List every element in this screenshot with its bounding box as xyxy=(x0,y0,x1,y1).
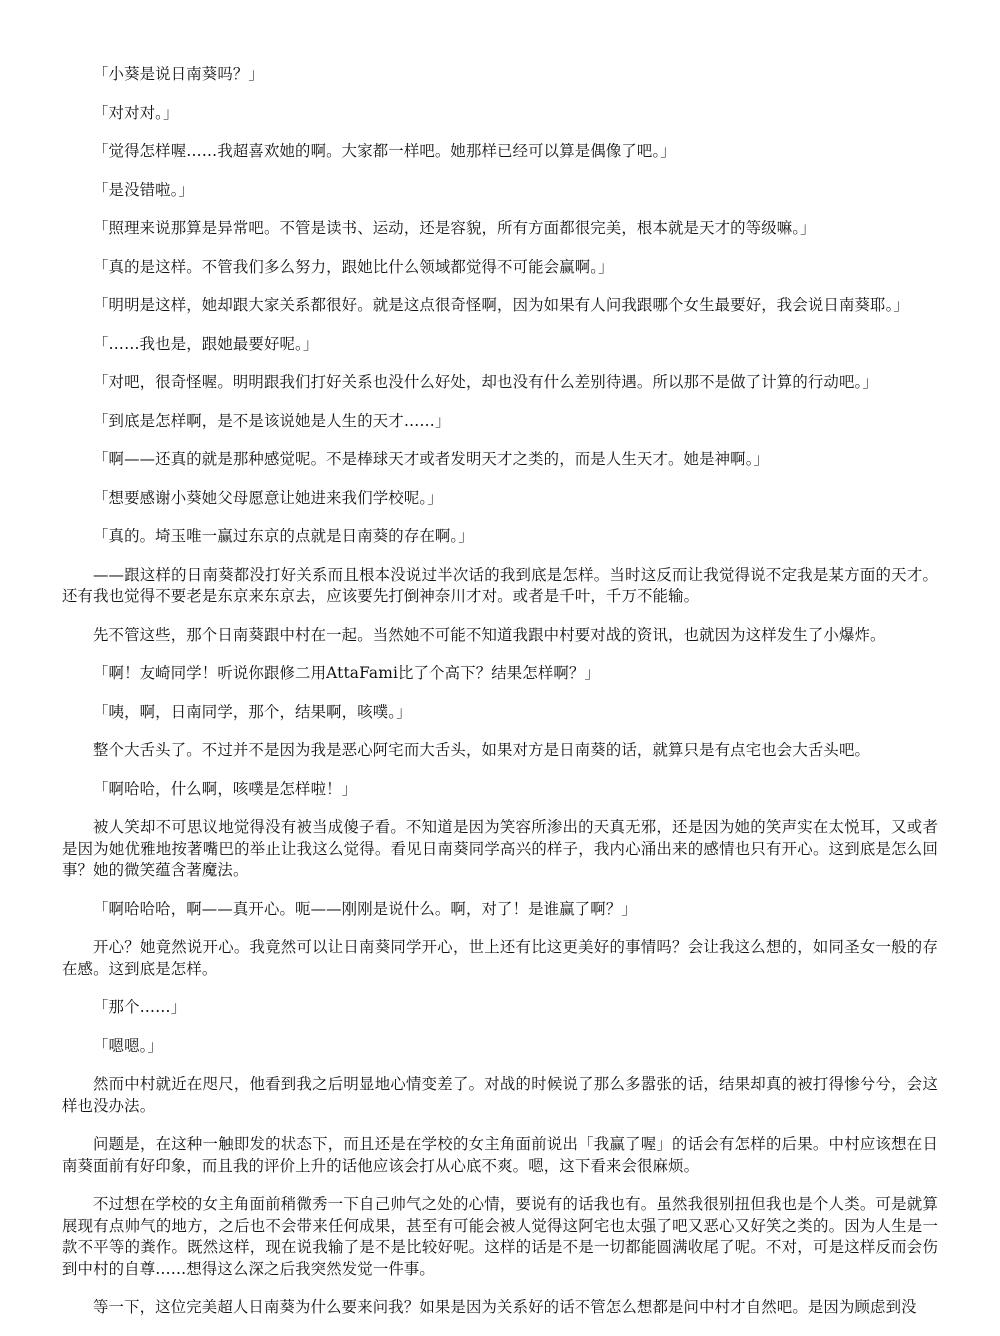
paragraph: 被人笑却不可思议地觉得没有被当成傻子看。不知道是因为笑容所渗出的天真无邪，还是因为她的笑声实在太悦耳，又或者是因为她优雅地按著嘴巴的举止让我这么觉得。看见日南葵同学高兴的样子，我内心涌出来的感情也只有开心。这到底是怎么回事？她的微笑蕴含著魔法。 xyxy=(62,818,938,879)
paragraph: 问题是，在这种一触即发的状态下，而且还是在学校的女主角面前说出「我赢了喔」的话会有怎样的后果。中村应该想在日南葵面前有好印象，而且我的评价上升的话他应该会打从心底不爽。嗯，这下看来会很麻烦。 xyxy=(62,1135,938,1175)
paragraph: 「对对对。」 xyxy=(93,103,179,122)
paragraph: 「啊哈哈哈，啊——真开心。呃——刚刚是说什么。啊，对了！是谁赢了啊？」 xyxy=(93,899,637,918)
paragraph: 「想要感谢小葵她父母愿意让她进来我们学校呢。」 xyxy=(93,488,443,507)
paragraph: 「咦，啊，日南同学，那个，结果啊，咳噗。」 xyxy=(93,702,412,721)
paragraph: 开心？她竟然说开心。我竟然可以让日南葵同学开心，世上还有比这更美好的事情吗？会让我这么想的，如同圣女一般的存在感。这到底是怎样。 xyxy=(62,938,938,978)
paragraph: 「对吧，很奇怪喔。明明跟我们打好关系也没什么好处，却也没有什么差别待遇。所以那不是做了计算的行动吧。」 xyxy=(93,373,878,391)
paragraph: 「觉得怎样喔……我超喜欢她的啊。大家都一样吧。她那样已经可以算是偶像了吧。」 xyxy=(93,142,676,160)
paragraph: 「照理来说那算是异常吧。不管是读书、运动，还是容貌，所有方面都很完美，根本就是天才的等级嘛。」 xyxy=(93,219,816,237)
paragraph: 等一下，这位完美超人日南葵为什么要来问我？如果是因为关系好的话不管怎么想都是问中村才自然吧。是因为顾虑到没 xyxy=(93,1298,917,1316)
paragraph: 「嗯嗯。」 xyxy=(93,1036,164,1055)
paragraph: 「啊！友崎同学！听说你跟修二用AttaFami比了个高下？结果怎样啊？」 xyxy=(93,664,601,682)
paragraph: 然而中村就近在咫尺，他看到我之后明显地心情变差了。对战的时候说了那么多嚣张的话，结果却真的被打得惨兮兮，会这样也没办法。 xyxy=(62,1075,938,1115)
paragraph: 不过想在学校的女主角面前稍微秀一下自己帅气之处的心情，要说有的话我也有。虽然我很别扭但我也是个人类。可是就算展现有点帅气的地方，之后也不会带来任何成果，甚至有可能会被人觉得这阿宅也太强了吧又恶心又好笑之类的。因为人生是一款不平等的粪作。既然这样，现在说我输了是不是比较好呢。这样的话是不是一切都能圆满收尾了呢。不对，可是这样反而会伤到中村的自尊……想得这么深之后我突然发觉一件事。 xyxy=(62,1195,938,1278)
paragraph: 「到底是怎样啊，是不是该说她是人生的天才……」 xyxy=(93,411,451,430)
paragraph: 「……我也是，跟她最要好呢。」 xyxy=(93,334,319,353)
paragraph: 「那个……」 xyxy=(93,998,187,1016)
paragraph: 整个大舌头了。不过并不是因为我是恶心阿宅而大舌头，如果对方是日南葵的话，就算只是有点宅也会大舌头吧。 xyxy=(93,741,871,759)
paragraph: 「啊——还真的就是那种感觉呢。不是棒球天才或者发明天才之类的，而是人生天才。她是神啊。」 xyxy=(93,450,770,468)
paragraph: 「真的。埼玉唯一赢过东京的点就是日南葵的存在啊。」 xyxy=(93,527,474,545)
paragraph: 先不管这些，那个日南葵跟中村在一起。当然她不可能不知道我跟中村要对战的资讯，也就因为这样发生了小爆炸。 xyxy=(93,625,886,644)
paragraph: 「明明是这样，她却跟大家关系都很好。就是这点很奇怪啊，因为如果有人问我跟哪个女生最要好，我会说日南葵耶。」 xyxy=(93,296,909,314)
document-body xyxy=(62,64,938,1336)
paragraph: 「真的是这样。不管我们多么努力，跟她比什么领域都觉得不可能会赢啊。」 xyxy=(93,257,614,276)
paragraph: 「小葵是说日南葵吗？」 xyxy=(93,65,264,83)
paragraph: ——跟这样的日南葵都没打好关系而且根本没说过半次话的我到底是怎样。当时这反而让我觉得说不定我是某方面的天才。还有我也觉得不要老是东京来东京去，应该要先打倒神奈川才对。或者是千叶，千万不能输。 xyxy=(62,565,938,605)
paragraph: 「是没错啦。」 xyxy=(93,180,195,199)
paragraph: 「啊哈哈，什么啊，咳噗是怎样啦！」 xyxy=(93,779,358,798)
